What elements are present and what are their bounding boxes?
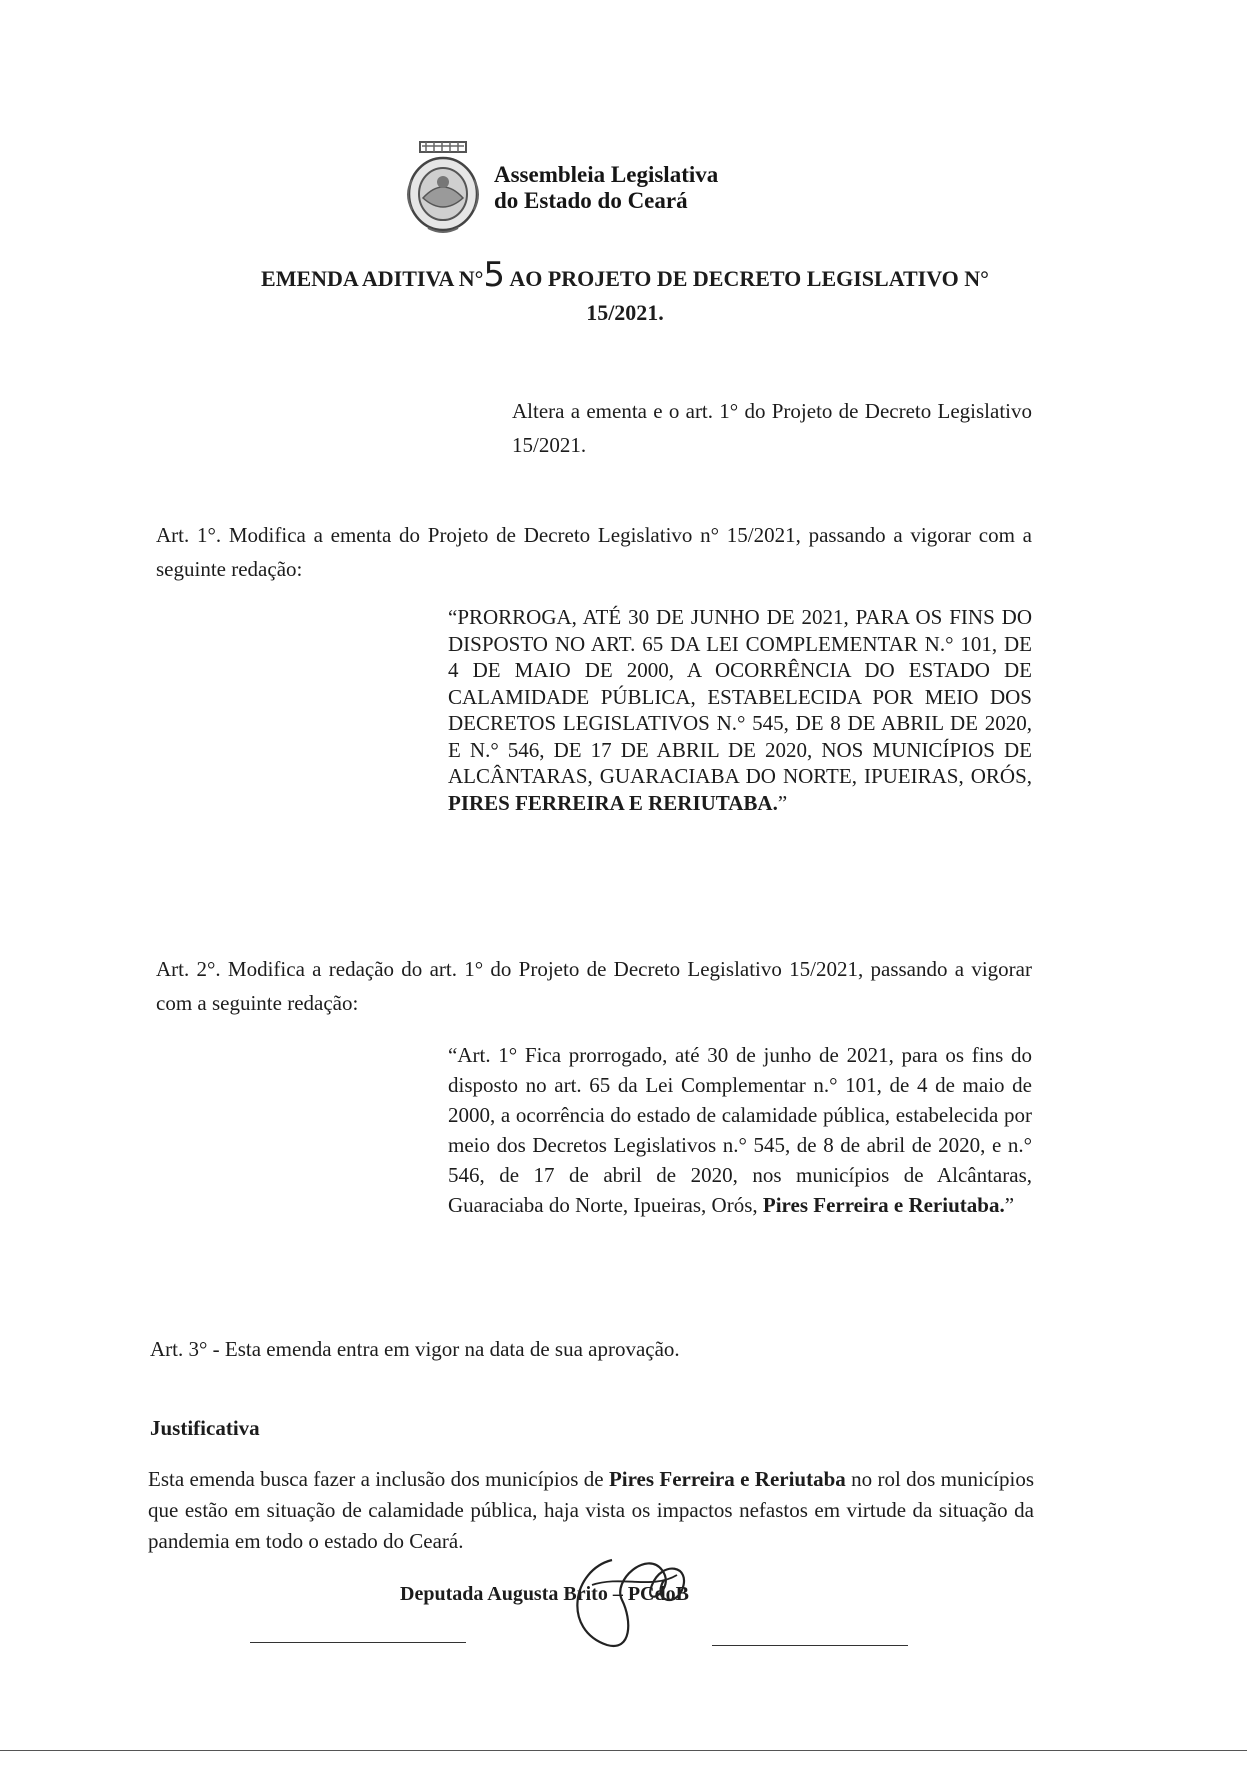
- article-2-quote-end: ”: [1004, 1193, 1015, 1217]
- justification-text-start: Esta emenda busca fazer a inclusão dos municípios de: [148, 1467, 609, 1491]
- amendment-number: 5: [483, 255, 506, 295]
- article-3: Art. 3° - Esta emenda entra em vigor na data de sua aprovação.: [150, 1337, 680, 1361]
- page-bottom-rule: [0, 1750, 1247, 1751]
- handwritten-signature: [552, 1530, 712, 1655]
- amendment-title: [120, 255, 1130, 330]
- title-line-1: [120, 255, 1130, 296]
- justification-text-end: no rol dos municípios que estão em situação de calamidade pública, haja vista os impactos nefastos em virtude da situação da pandemia em todo o estado do Ceará.: [148, 1467, 1034, 1553]
- title-prefix: EMENDA ADITIVA N°: [261, 266, 484, 291]
- institution-line-2: do Estado do Ceará: [494, 188, 688, 213]
- article-1-quote: [448, 604, 1032, 816]
- article-1: Art. 1°. Modifica a ementa do Projeto de Decreto Legislativo n° 15/2021, passando a vigorar com a seguinte redação:: [156, 523, 1032, 581]
- institution-name: [494, 162, 718, 214]
- signature-line-right: [712, 1645, 908, 1646]
- signature-line-left: [250, 1642, 466, 1643]
- justification-text-bold: Pires Ferreira e Reriutaba: [608, 1467, 846, 1491]
- title-suffix: AO PROJETO DE DECRETO LEGISLATIVO N°: [505, 266, 989, 291]
- state-crest-icon: [398, 140, 488, 235]
- article-1-quote-text: “PRORROGA, ATÉ 30 DE JUNHO DE 2021, PARA OS FINS DO DISPOSTO NO ART. 65 DA LEI COMPLEMENTAR N.° 101, DE 4 DE MAIO DE 2000, A OCORRÊNCIA DO ESTADO DE CALAMIDADE PÚBLICA, ESTABELECIDA POR MEIO DOS DECRETOS LEGISLATIVOS N.° 545, DE 8 DE ABRIL DE 2020, E N.° 546, DE 17 DE ABRIL DE 2020, NOS MUNICÍPIOS DE ALCÂNTARAS, GUARACIABA DO NORTE, IPUEIRAS, ORÓS,: [448, 605, 1032, 788]
- article-1-quote-bold: PIRES FERREIRA E RERIUTABA.: [448, 790, 778, 815]
- article-2-quote-text: “Art. 1° Fica prorrogado, até 30 de junho de 2021, para os fins do disposto no art. 65 da Lei Complementar n.° 101, de 4 de maio de 2000, a ocorrência do estado de calamidade pública, estabelecida por meio dos Decretos Legislativos n.° 545, de 8 de abril de 2020, e n.° 546, de 17 de abril de 2020, nos municípios de Alcântaras, Guaraciaba do Norte, Ipueiras, Orós,: [448, 1043, 1032, 1217]
- institution-line-1: Assembleia Legislativa: [494, 162, 719, 187]
- title-line-2: 15/2021.: [586, 300, 664, 325]
- justification-heading: Justificativa: [150, 1416, 260, 1440]
- article-2-quote-bold: Pires Ferreira e Reriutaba.: [762, 1193, 1005, 1217]
- signatory-name: Deputada Augusta Brito – PCdoB: [400, 1583, 689, 1605]
- ementa: Altera a ementa e o art. 1° do Projeto de Decreto Legislativo 15/2021.: [512, 399, 1032, 457]
- article-2: Art. 2°. Modifica a redação do art. 1° do Projeto de Decreto Legislativo 15/2021, passando a vigorar com a seguinte redação:: [156, 957, 1032, 1015]
- article-1-quote-end: ”: [777, 790, 788, 815]
- article-2-quote: [448, 1040, 1032, 1220]
